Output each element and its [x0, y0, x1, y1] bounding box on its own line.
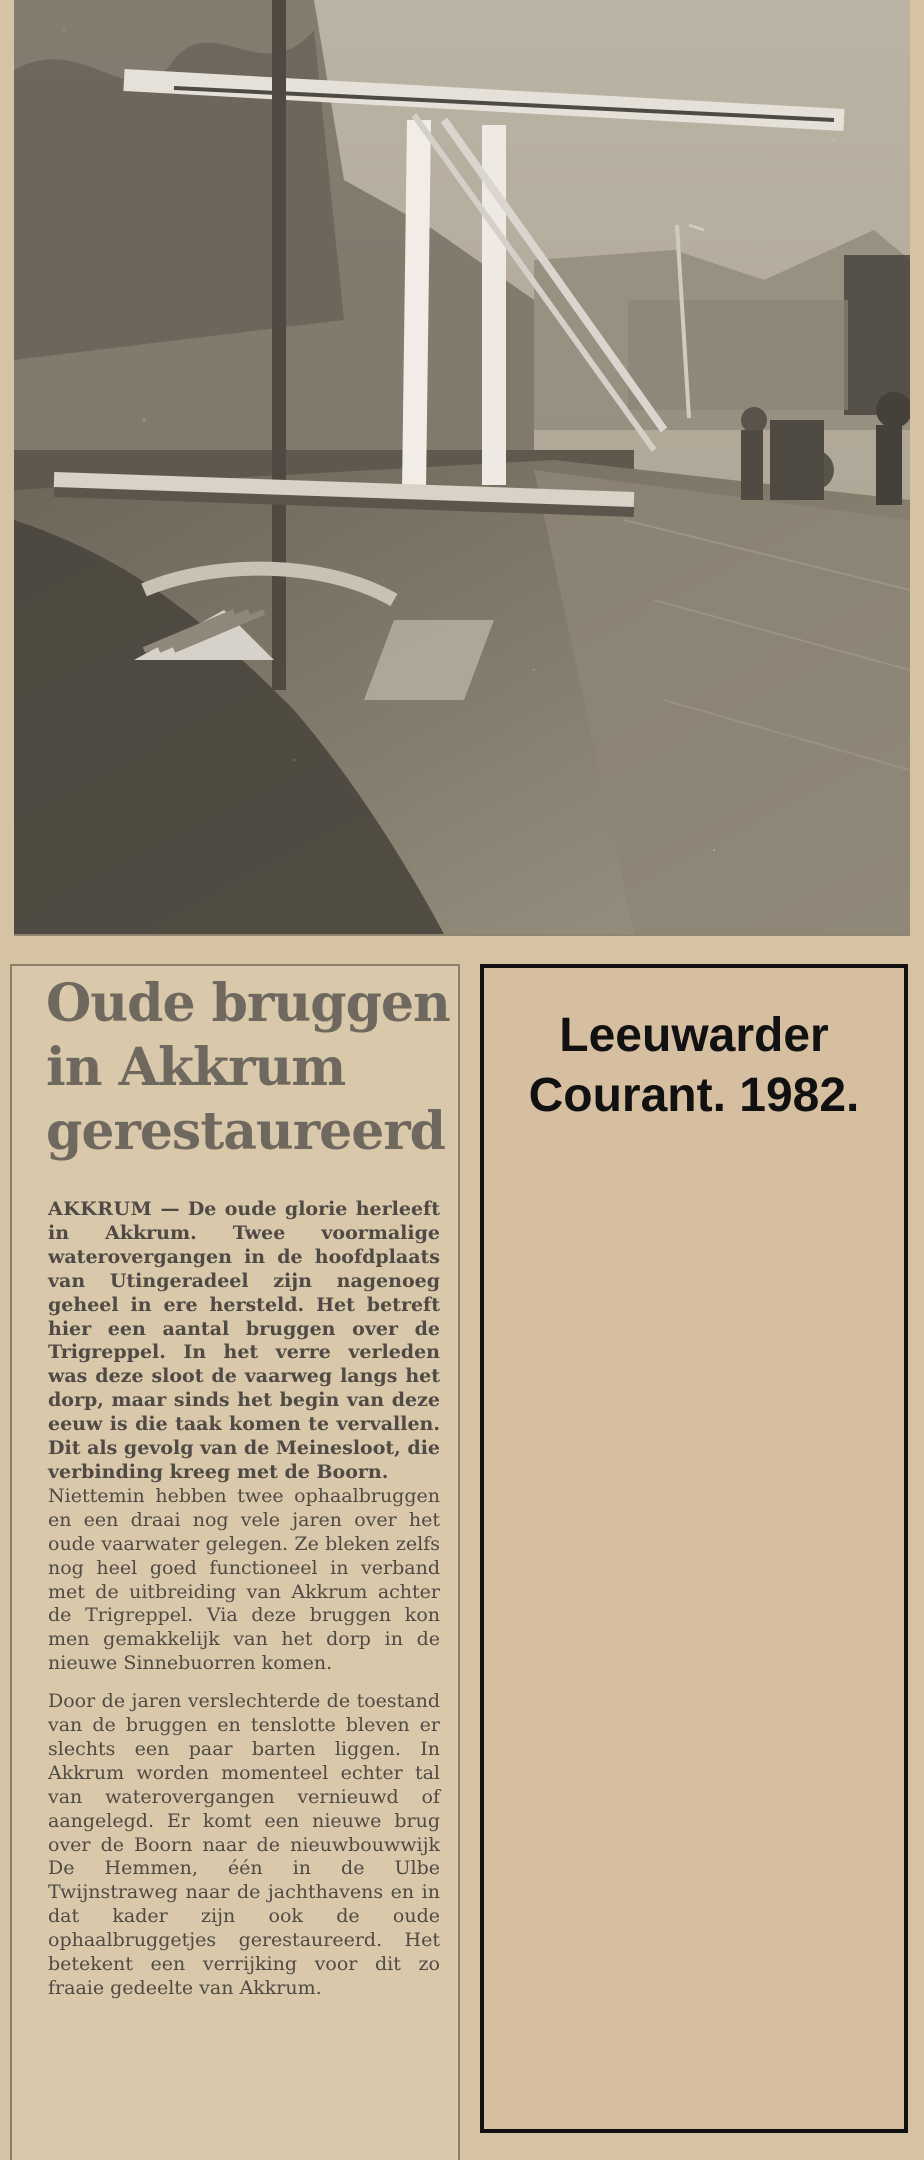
source-box [480, 964, 908, 2133]
article-headline: Oude bruggen in Akkrum gerestaureerd [46, 973, 450, 1162]
article-paragraph-2: Niettemin hebben twee ophaalbruggen en een draai nog vele jaren over het oude vaarwater gelegen. Ze bleken zelfs nog heel goed functioneel in verband met de uitbreiding van Akkrum achter de Trigreppel. Via deze bruggen kon men gemakkelijk van het dorp in de nieuwe Sinnebuorren komen. [48, 1484, 440, 1675]
article-lead-text: — De oude glorie herleeft in Akkrum. Twee voormalige waterovergangen in de hoofdplaats van Utingeradeel zijn nagenoeg geheel in ere hersteld. Het betreft hier een aantal bruggen over de Trigreppel. In het verre verleden was deze sloot de vaarweg langs het dorp, maar sinds het begin van deze eeuw is die taak komen te vervallen. Dit als gevolg van de Meinesloot, die verbinding kreeg met de Boorn. [48, 1198, 440, 1483]
article-paragraph-3: Door de jaren verslechterde de toestand van de bruggen en tenslotte bleven er slechts een paar barten liggen. In Akkrum worden momenteel echter tal van waterovergangen vernieuwd of aangelegd. Er komt een nieuwe brug over de Boorn naar de nieuwbouwwijk De Hemmen, één in de Ulbe Twijnstraweg naar de jachthavens en in dat kader zijn ook de oude ophaalbruggetjes gerestaureerd. Het betekent een verrijking voor dit zo fraaie gedeelte van Akkrum. [48, 1690, 440, 1999]
source-box-title [484, 1006, 904, 1126]
source-box-line-1: Leeuwarder [559, 1009, 829, 1062]
article-column [10, 964, 460, 2160]
article-dateline: AKKRUM [48, 1198, 153, 1220]
source-box-line-2: Courant. 1982. [528, 1069, 860, 1122]
article-body [48, 1198, 440, 2001]
bridge-photo-illustration [14, 0, 910, 934]
bridge-photo [14, 0, 910, 936]
article-lead-paragraph [48, 1198, 440, 1485]
